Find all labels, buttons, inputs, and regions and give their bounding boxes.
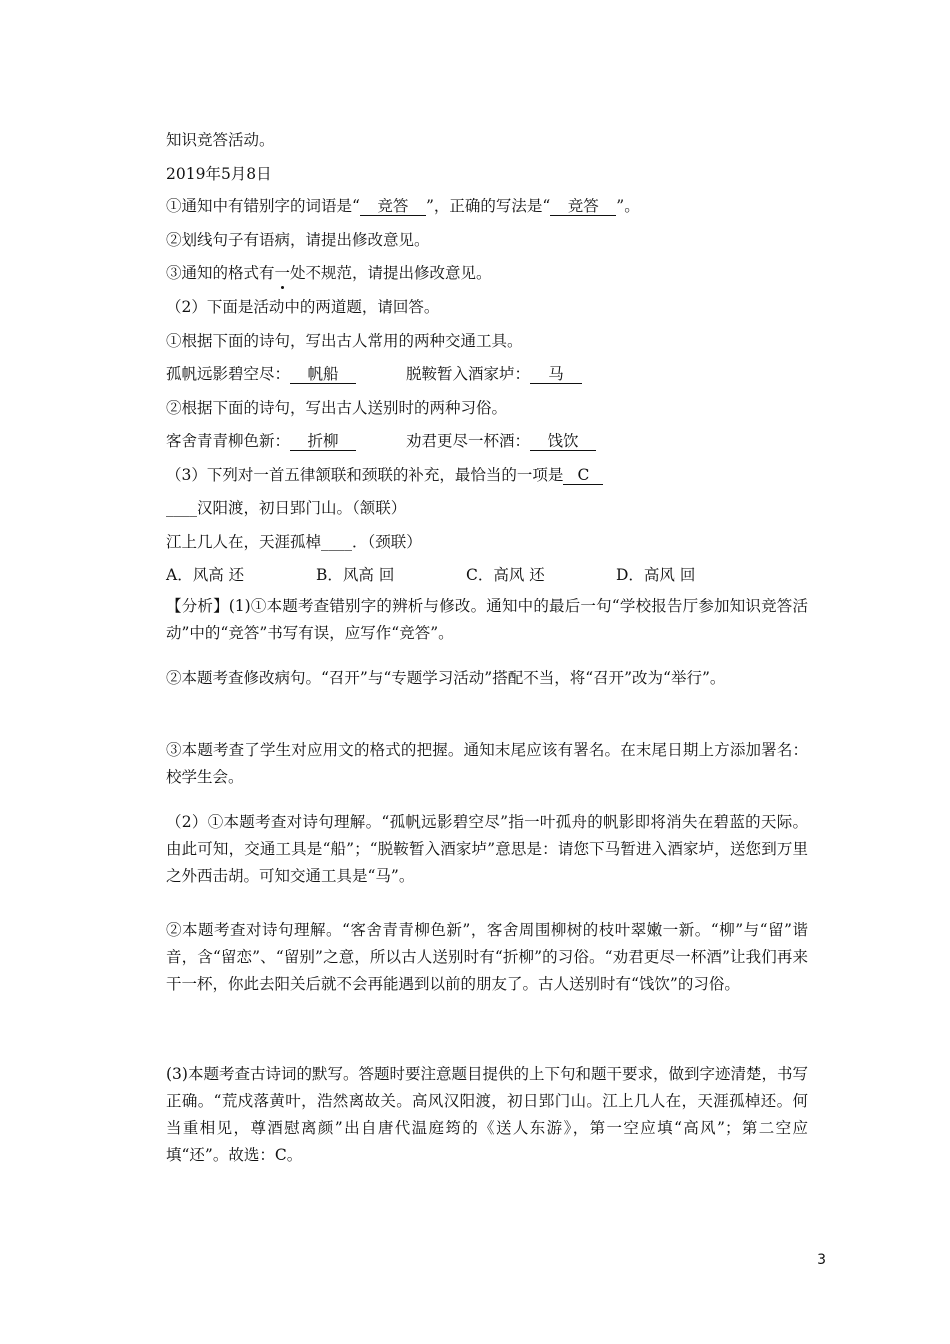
q2-item1: ①根据下面的诗句，写出古人常用的两种交通工具。 [166, 332, 523, 350]
q3-options [166, 565, 695, 585]
answer-blank: 帆船 [290, 365, 356, 384]
option-c: C．高风 还 [466, 566, 545, 584]
q1-item3: ③通知的格式有一处不规范，请提出修改意见。 [166, 264, 492, 282]
q3-intro: （3）下列对一首五律颔联和颈联的补充，最恰当的一项是 C [166, 465, 603, 485]
analysis-p2: ②本题考查修改病句。“召开”与“专题学习活动”搭配不当，将“召开”改为“举行”。 [166, 669, 726, 687]
q1-item1: ①通知中有错别字的词语是“ 竞答 ”，正确的写法是“ 竞答 ”。 [166, 197, 640, 215]
q3-line1: ____汉阳渡，初日郢门山。（颔联） [166, 499, 407, 517]
answer-blank: 折柳 [290, 432, 356, 451]
answer-blank: C [563, 466, 603, 485]
q3-line2: 江上几人在，天涯孤棹____．（颈联） [166, 533, 422, 551]
q2-poem-row-2: 客舍青青柳色新： 折柳 劝君更尽一杯酒： 饯饮 [166, 431, 596, 451]
answer-blank: 竞答 [360, 197, 426, 216]
q2-intro: （2）下面是活动中的两道题，请回答。 [166, 298, 440, 316]
analysis-p4: （2）①本题考查对诗句理解。“孤帆远影碧空尽”指一叶孤舟的帆影即将消失在碧蓝的天际。由此可知，交通工具是“船”；“脱鞍暂入酒家垆”意思是：请您下马暂进入酒家垆，送您到万里之外西击胡。可知交通工具是“马”。 [166, 813, 808, 885]
answer-blank: 饯饮 [530, 432, 596, 451]
option-a: A．风高 还 [166, 566, 245, 584]
page-number: 3 [817, 1252, 826, 1268]
analysis-p5: ②本题考查对诗句理解。“客舍青青柳色新”，客舍周围柳树的枝叶翠嫩一新。“柳”与“留”谐音，含“留恋”、“留别”之意，所以古人送别时有“折柳”的习俗。“劝君更尽一杯酒”让我们再来干一杯，你此去阳关后就不会再能遇到以前的朋友了。古人送别时有“饯饮”的习俗。 [166, 921, 808, 993]
option-d: D．高风 回 [616, 566, 696, 584]
q2-item2: ②根据下面的诗句，写出古人送别时的两种习俗。 [166, 399, 508, 417]
answer-blank: 马 [530, 365, 582, 384]
emphasis-dot: 一 [274, 264, 291, 282]
notice-date: 2019年5月8日 [166, 165, 272, 183]
option-b: B．风高 回 [316, 566, 395, 584]
q2-poem-row-1: 孤帆远影碧空尽： 帆船 脱鞍暂入酒家垆： 马 [166, 364, 582, 384]
notice-end: 知识竞答活动。 [166, 131, 275, 149]
analysis-p6: (3)本题考查古诗词的默写。答题时要注意题目提供的上下句和题干要求，做到字迹清楚，书写正确。“荒戍落黄叶，浩然离故关。高风汉阳渡，初日郢门山。江上几人在，天涯孤棹还。何当重相见，尊酒慰离颜”出自唐代温庭筠的《送人东游》，第一空应填“高风”；第二空应填“还”。故选：C。 [166, 1065, 808, 1164]
answer-blank: 竞答 [550, 197, 616, 216]
analysis-p3: ③本题考查了学生对应用文的格式的把握。通知末尾应该有署名。在末尾日期上方添加署名：校学生会。 [166, 741, 808, 786]
q1-item2: ②划线句子有语病，请提出修改意见。 [166, 231, 430, 249]
analysis-p1: 【分析】(1)①本题考查错别字的辨析与修改。通知中的最后一句“学校报告厅参加知识竞答活动”中的“竞答”书写有误，应写作“竞答”。 [166, 597, 808, 642]
